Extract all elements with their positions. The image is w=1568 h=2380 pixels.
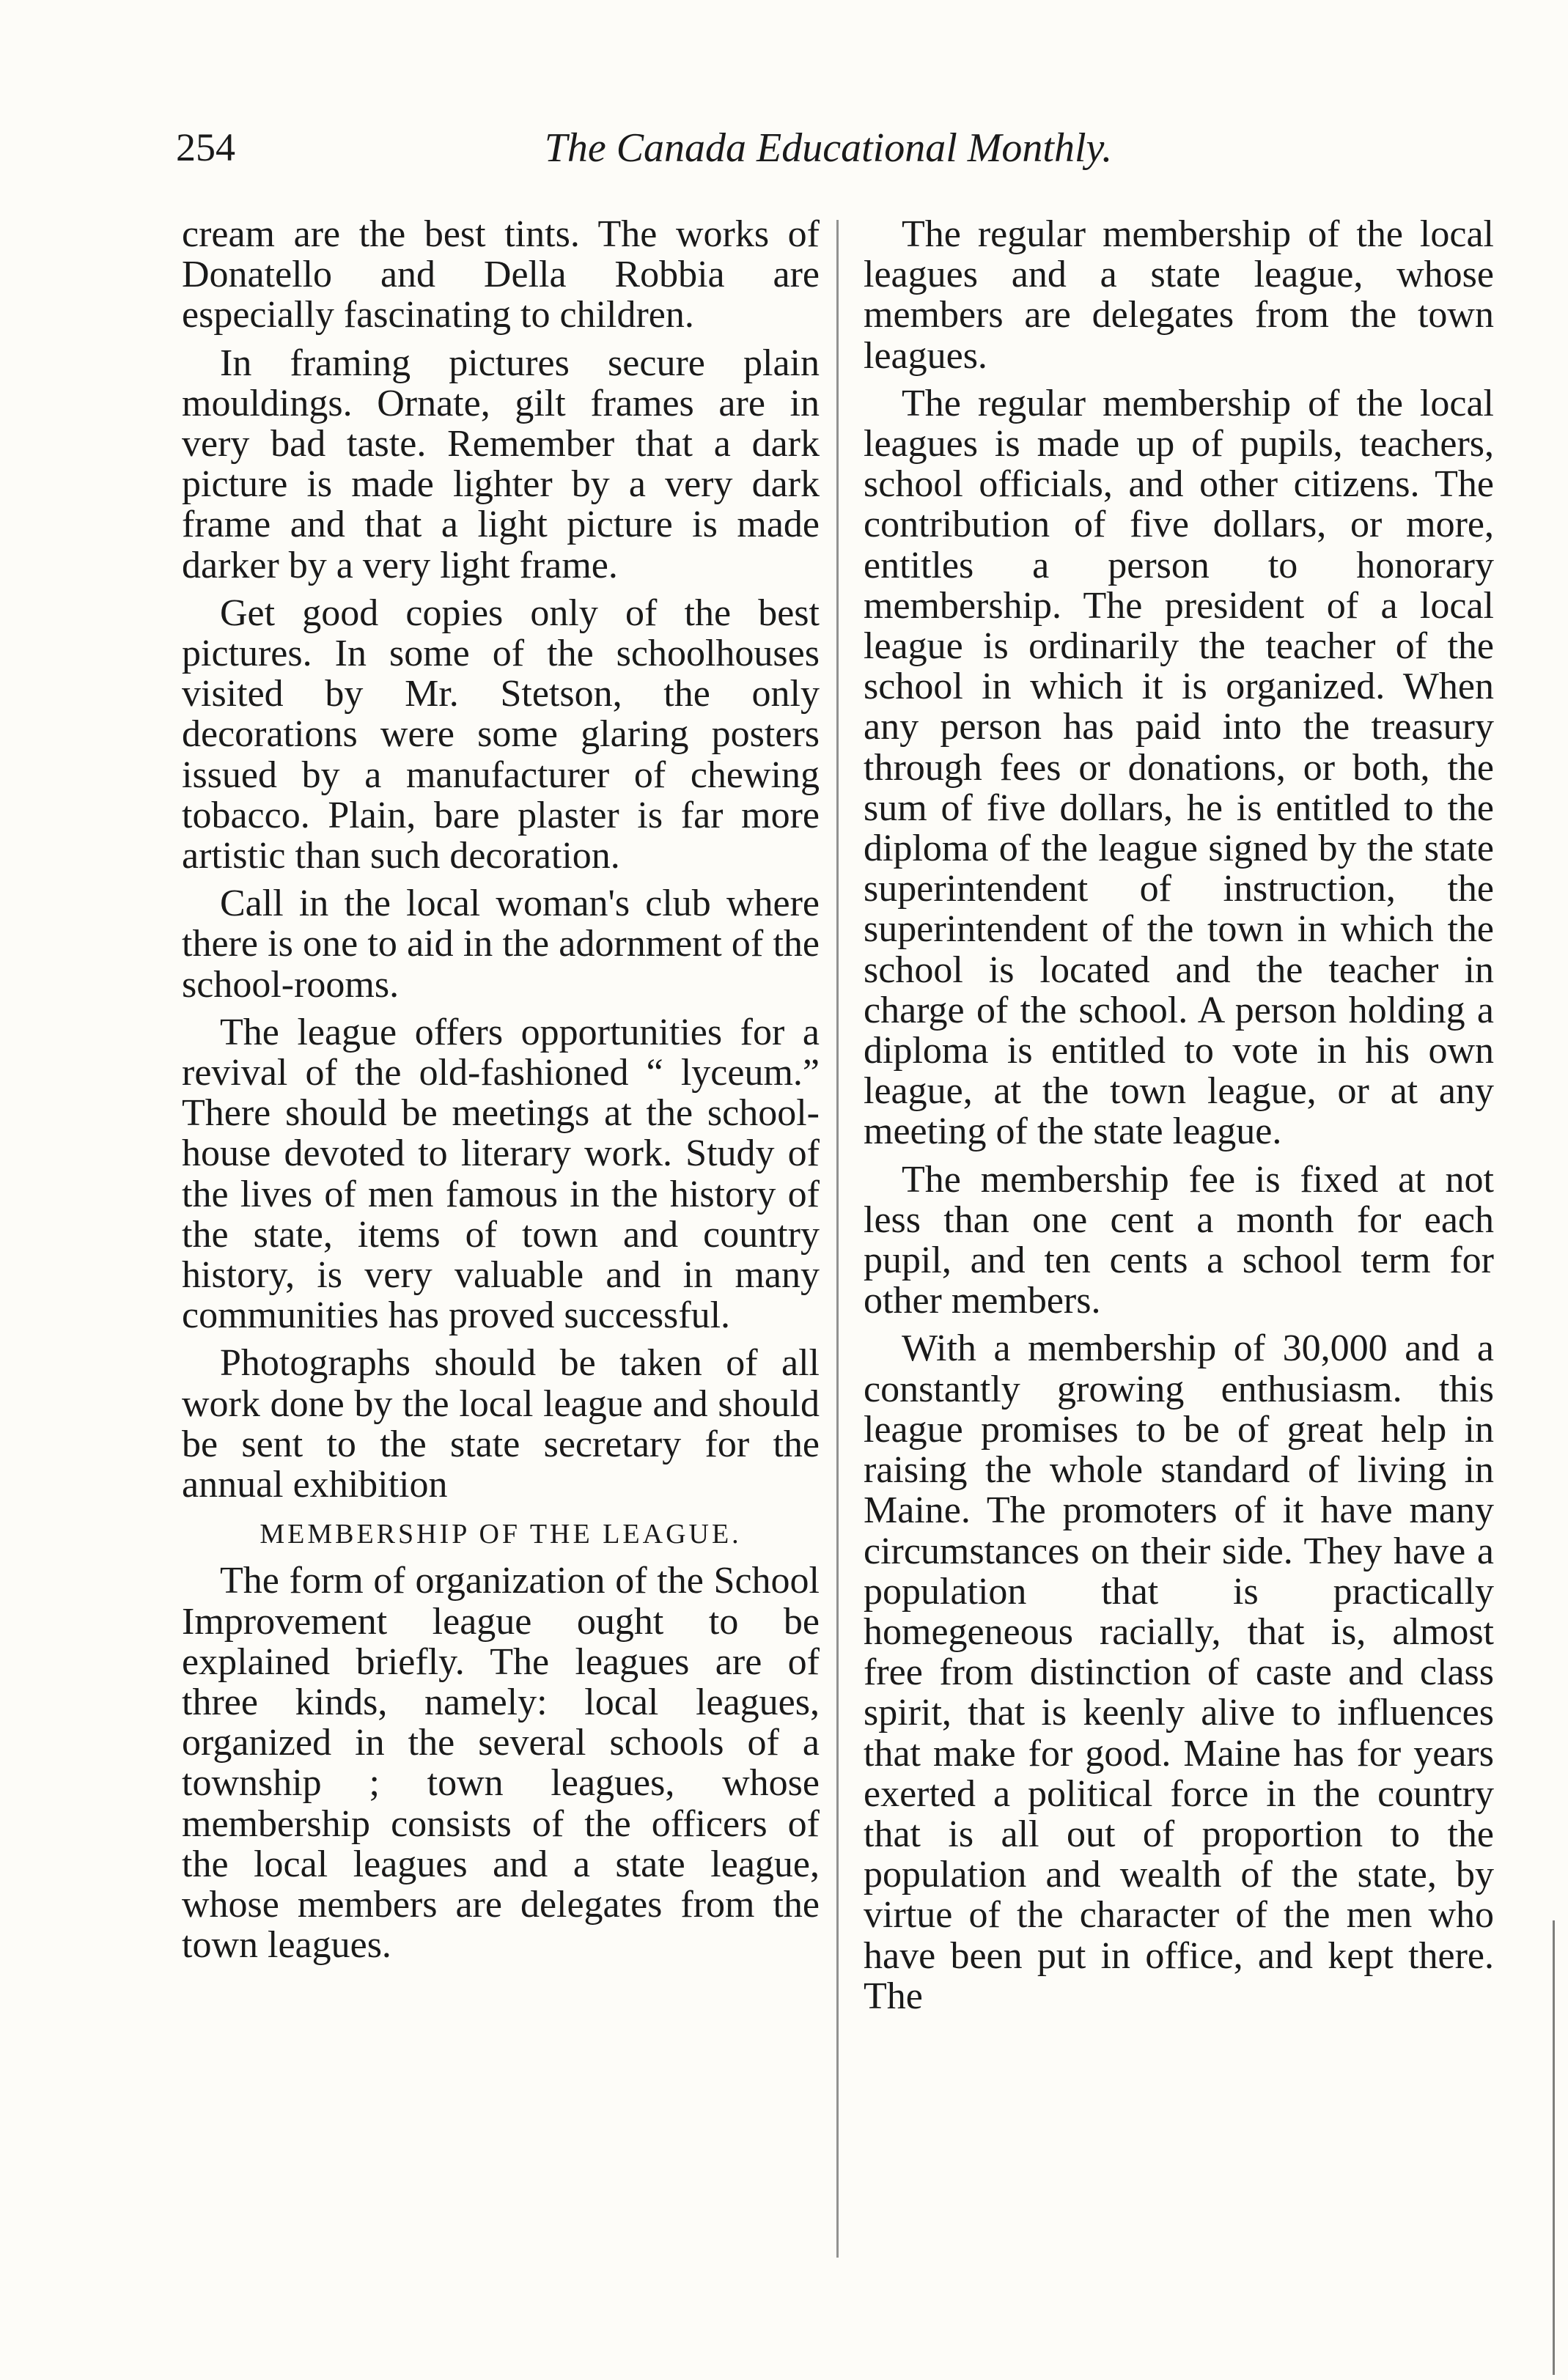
paragraph: The regular membership of the local leagues and a state league, whose members are delegates from the town leagues. xyxy=(864,213,1494,377)
paragraph: In framing pictures secure plain mouldings. Ornate, gilt frames are in very bad taste. Remember that a dark picture is made lighter by a very dark frame and that a light picture is made darker by a very light frame. xyxy=(182,342,820,586)
page-edge-mark xyxy=(1553,1920,1555,2375)
left-column xyxy=(182,214,820,1972)
paragraph: The membership fee is fixed at not less than one cent a month for each pupil, and ten cents a school term for other members. xyxy=(864,1158,1494,1322)
section-heading: MEMBERSHIP OF THE LEAGUE. xyxy=(260,1519,742,1550)
running-title: The Canada Educational Monthly. xyxy=(544,125,1113,171)
paragraph: Get good copies only of the best pictures. In some of the schoolhouses visited by Mr. Stetson, the only decorations were some glaring posters issued by a manufacturer of chewing tobacco. Plain, bare plaster is far more artistic than such decoration. xyxy=(182,592,820,877)
paragraph: The form of organization of the School Improvement league ought to be explained briefly. The leagues are of three kinds, namely: local leagues, organized in the several schools of a township ; town leagues, whose membership consists of the officers of the local leagues and a state league, whose members are delegates from the town leagues. xyxy=(182,1560,820,1967)
paragraph: Call in the local woman's club where there is one to aid in the adornment of the school-rooms. xyxy=(182,883,820,1006)
paragraph: cream are the best tints. The works of Donatello and Della Robbia are especially fascinating to children. xyxy=(182,213,820,336)
paragraph: Photographs should be taken of all work done by the local league and should be sent to the state secretary for the annual exhibition xyxy=(182,1342,820,1506)
paragraph: The regular membership of the local leagues is made up of pupils, teachers, school officials, and other citizens. The contribution of five dollars, or more, entitles a person to honorary membership. The president of a local league is ordinarily the teacher of the school in which it is organized. When any person has paid into the treasury through fees or donations, or both, the sum of five dollars, he is entitled to the diploma of the league signed by the state superintendent of instruction, the superintendent of the town in which the school is located and the teacher in charge of the school. A person holding a diploma is entitled to vote in his own league, at the town league, or at any meeting of the state league. xyxy=(864,382,1494,1153)
column-divider xyxy=(836,220,839,2258)
paragraph: The league offers opportunities for a revival of the old-fashioned “ lyceum.” There should be meetings at the school-house devoted to literary work. Study of the lives of men famous in the history of the state, items of town and country history, is very valuable and in many communities has proved successful. xyxy=(182,1011,820,1337)
paragraph: With a membership of 30,000 and a constantly growing enthusiasm. this league promises to be of great help in raising the whole standard of living in Maine. The promoters of it have many circumstances on their side. They have a population that is practically homegeneous racially, that is, almost free from distinction of caste and class spirit, that is keenly alive to influences that make for good. Maine has for years exerted a political force in the country that is all out of proportion to the population and wealth of the state, by virtue of the character of the men who have been put in office, and kept there. The xyxy=(864,1327,1494,2017)
page-header xyxy=(176,125,1481,191)
page-number: 254 xyxy=(176,125,235,169)
right-column xyxy=(864,214,1494,2024)
